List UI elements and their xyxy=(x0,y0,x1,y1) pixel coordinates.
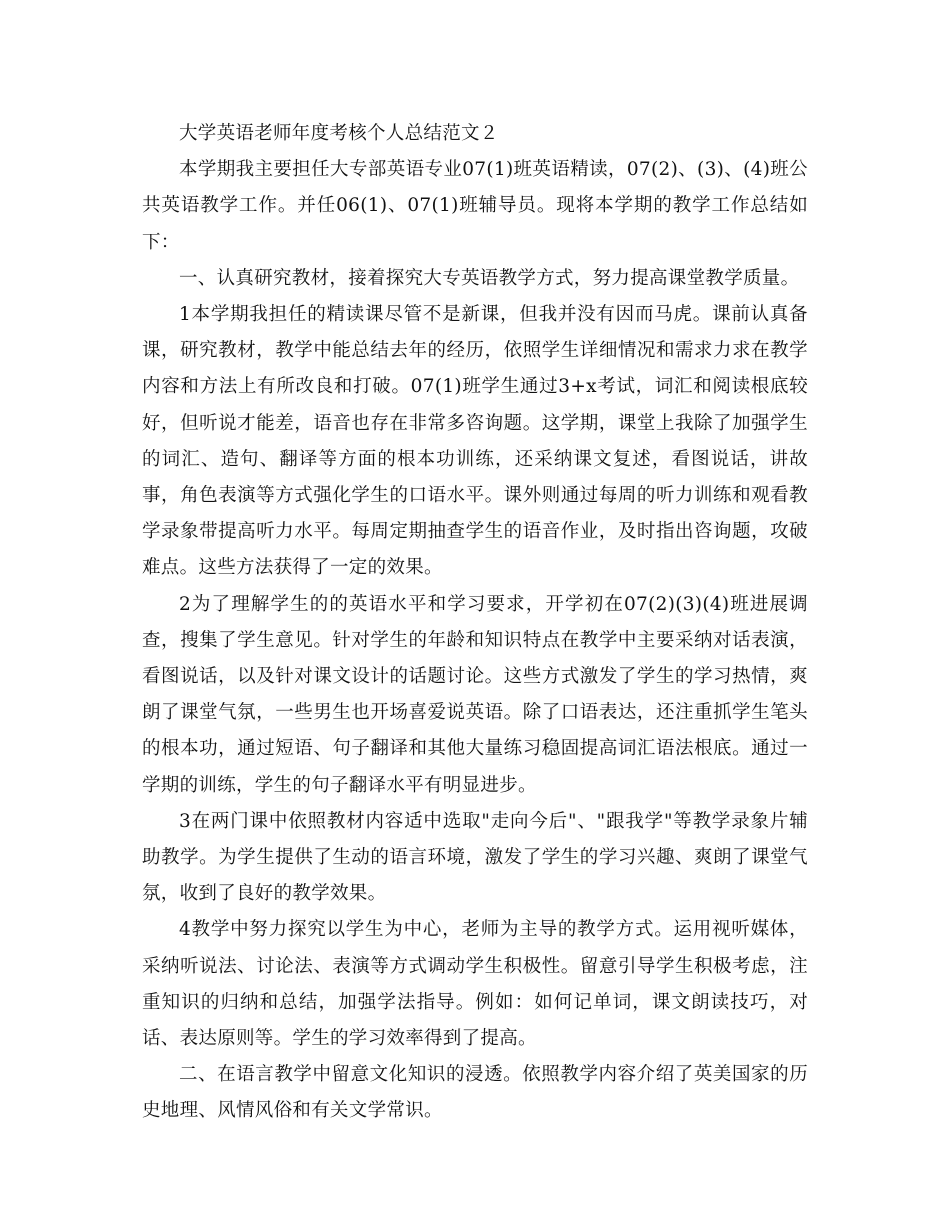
paragraph-item-4: 4教学中努力探究以学生为中心，老师为主导的教学方式。运用视听媒体，采纳听说法、讨论法、表演等方式调动学生积极性。留意引导学生积极考虑，注重知识的归纳和总结，加强学法指导。例如：如何记单词，课文朗读技巧，对话、表达原则等。学生的学习效率得到了提高。 xyxy=(142,919,808,1050)
paragraph-intro: 本学期我主要担任大专部英语专业07(1)班英语精读，07(2)、(3)、(4)班公共英语教学工作。并任06(1)、07(1)班辅导员。现将本学期的教学工作总结如下： xyxy=(142,159,808,253)
paragraph-item-2: 2为了理解学生的的英语水平和学习要求，开学初在07(2)(3)(4)班进展调查，搜集了学生意见。针对学生的年龄和知识特点在教学中主要采纳对话表演，看图说话，以及针对课文设计的话题讨论。这些方式激发了学生的学习热情，爽朗了课堂气氛，一些男生也开场喜爱说英语。除了口语表达，还注重抓学生笔头的根本功，通过短语、句子翻译和其他大量练习稳固提高词汇语法根底。通过一学期的训练，学生的句子翻译水平有明显进步。 xyxy=(142,593,808,796)
document-body xyxy=(142,116,808,1130)
section-heading-1: 一、认真研究教材，接着探究大专英语教学方式，努力提高课堂教学质量。 xyxy=(179,267,800,289)
section-heading-2: 二、在语言教学中留意文化知识的浸透。依照教学内容介绍了英美国家的历史地理、风情风俗和有关文学常识。 xyxy=(142,1064,808,1122)
paragraph-item-1: 1本学期我担任的精读课尽管不是新课，但我并没有因而马虎。课前认真备课，研究教材，教学中能总结去年的经历，依照学生详细情况和需求力求在教学内容和方法上有所改良和打破。07(1)班学生通过3+x考试，词汇和阅读根底较好，但听说才能差，语音也存在非常多咨询题。这学期，课堂上我除了加强学生的词汇、造句、翻译等方面的根本功训练，还采纳课文复述，看图说话，讲故事，角色表演等方式强化学生的口语水平。课外则通过每周的听力训练和观看教学录象带提高听力水平。每周定期抽查学生的语音作业，及时指出咨询题，攻破难点。这些方法获得了一定的效果。 xyxy=(142,304,808,579)
document-title: 大学英语老师年度考核个人总结范文２ xyxy=(179,123,499,144)
paragraph-item-3: 3在两门课中依照教材内容适中选取"走向今后"、"跟我学"等教学录象片辅助教学。为学生提供了生动的语言环境，激发了学生的学习兴趣、爽朗了课堂气氛，收到了良好的教学效果。 xyxy=(142,810,808,905)
